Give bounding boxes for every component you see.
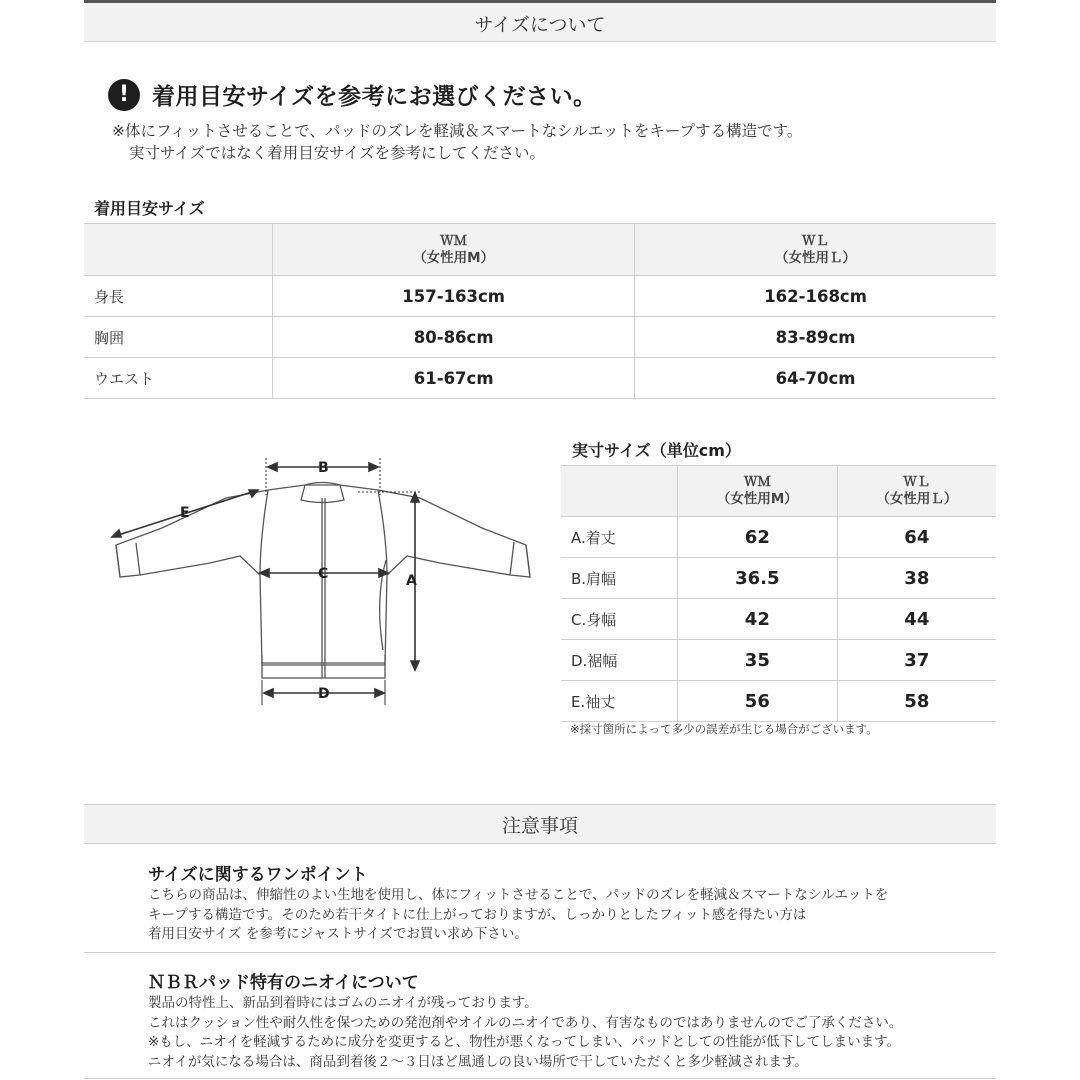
- warning-banner: [108, 78, 597, 111]
- header-empty-cell: [561, 466, 678, 517]
- table-cell: 64: [837, 517, 996, 558]
- table-cell: 35: [678, 640, 838, 681]
- warning-text: 着用目安サイズを参考にお選びください。: [152, 84, 597, 110]
- label-b: B: [318, 460, 329, 476]
- note-block-odor: [148, 972, 902, 1072]
- column-label: （女性用M）: [716, 491, 798, 507]
- column-label: （女性用Ｌ）: [876, 491, 958, 507]
- actual-size-title: 実寸サイズ（単位cm）: [572, 441, 741, 460]
- section-title: サイズについて: [474, 14, 606, 36]
- column-label: （女性用M）: [413, 249, 495, 266]
- note-block-title: ＮＢＲパッド特有のニオイについて: [148, 973, 419, 993]
- table-row: [561, 558, 996, 599]
- label-e: E: [180, 505, 190, 521]
- warning-note: [112, 120, 802, 164]
- header-cell: [678, 466, 838, 517]
- table-cell: 61-67cm: [273, 358, 635, 399]
- note-block-title: サイズに関するワンポイント: [148, 865, 368, 885]
- hem-band: [262, 655, 385, 678]
- measurement-footnote: ※採寸箇所によって多少の誤差が生じる場合がございます。: [570, 722, 878, 736]
- label-d: D: [318, 686, 330, 702]
- jacket-diagram: [100, 450, 540, 720]
- right-cuff: [510, 542, 530, 577]
- table-header-row: [84, 224, 996, 276]
- table-cell: 37: [837, 640, 996, 681]
- row-label: ウエスト: [84, 358, 273, 399]
- row-label: D.裾幅: [561, 640, 678, 681]
- table-row: [84, 317, 996, 358]
- left-cuff: [116, 543, 140, 577]
- divider: [84, 952, 996, 953]
- exclamation-icon: !: [108, 79, 140, 111]
- wear-size-title: 着用目安サイズ: [94, 199, 205, 218]
- note-line: ニオイが気になる場合は、商品到着後２～３日ほど風通しの良い場所で干していただくと多少軽減されます。: [148, 1053, 808, 1070]
- note-line: 実寸サイズではなく着用目安サイズを参考にしてください。: [129, 144, 546, 162]
- note-line: ※もし、ニオイを軽減するために成分を変更すると、物性が悪くなってしまい、パッドとしての性能が低下してしまいます。: [148, 1034, 901, 1050]
- table-cell: 62: [678, 517, 838, 558]
- table-cell: 83-89cm: [635, 317, 996, 358]
- table-cell: 44: [837, 599, 996, 640]
- table-cell: 162-168cm: [635, 276, 996, 317]
- note-line: これはクッション性や耐久性を保つための発泡剤やオイルのニオイであり、有害なものではありませんのでご了承ください。: [148, 1014, 903, 1031]
- row-label: 胸囲: [84, 317, 273, 358]
- table-cell: 42: [678, 599, 838, 640]
- note-line: キープする構造です。そのため若干タイトに仕上がっておりますが、しっかりとしたフィット感を得たい方は: [148, 906, 807, 923]
- table-cell: 80-86cm: [273, 317, 635, 358]
- table-cell: 36.5: [678, 558, 838, 599]
- table-row: [561, 517, 996, 558]
- table-row: [561, 640, 996, 681]
- table-row: [84, 358, 996, 399]
- column-code: ＷＬ: [802, 232, 830, 249]
- actual-size-table: [561, 465, 996, 722]
- table-cell: 157-163cm: [273, 276, 635, 317]
- header-empty-cell: [84, 224, 273, 276]
- table-header-row: [561, 466, 996, 517]
- note-line: ※体にフィットさせることで、パッドのズレを軽減＆スマートなシルエットをキープする構造です。: [112, 122, 803, 140]
- section-header-notes: [84, 804, 996, 844]
- table-row: [561, 681, 996, 722]
- row-label: C.身幅: [561, 599, 678, 640]
- note-block-size: [148, 864, 888, 945]
- section-header-size: [84, 0, 996, 42]
- table-cell: 56: [678, 681, 838, 722]
- wear-size-table: [84, 223, 996, 399]
- row-label: A.着丈: [561, 517, 678, 558]
- section-title: 注意事項: [501, 815, 578, 837]
- table-row: [561, 599, 996, 640]
- column-code: ＷＭ: [743, 474, 771, 490]
- column-code: ＷＭ: [440, 232, 468, 249]
- note-line: こちらの商品は、伸縮性のよい生地を使用し、体にフィットさせることで、パッドのズレを軽減＆スマートなシルエットを: [148, 887, 889, 903]
- row-label: B.肩幅: [561, 558, 678, 599]
- left-armhole: [260, 490, 268, 575]
- table-cell: 64-70cm: [635, 358, 996, 399]
- table-row: [84, 276, 996, 317]
- note-line: 着用目安サイズ を参考にジャストサイズでお買い求め下さい。: [148, 926, 528, 942]
- divider: [84, 1078, 996, 1079]
- table-cell: 58: [837, 681, 996, 722]
- row-label: E.袖丈: [561, 681, 678, 722]
- column-code: ＷＬ: [903, 474, 931, 490]
- row-label: 身長: [84, 276, 273, 317]
- label-a: A: [406, 573, 417, 589]
- header-cell: [837, 466, 996, 517]
- column-label: （女性用Ｌ）: [775, 249, 857, 266]
- header-cell: [273, 224, 635, 276]
- label-c: C: [318, 566, 329, 582]
- note-line: 製品の特性上、新品到着時にはゴムのニオイが残っております。: [148, 995, 538, 1011]
- table-cell: 38: [837, 558, 996, 599]
- header-cell: [635, 224, 996, 276]
